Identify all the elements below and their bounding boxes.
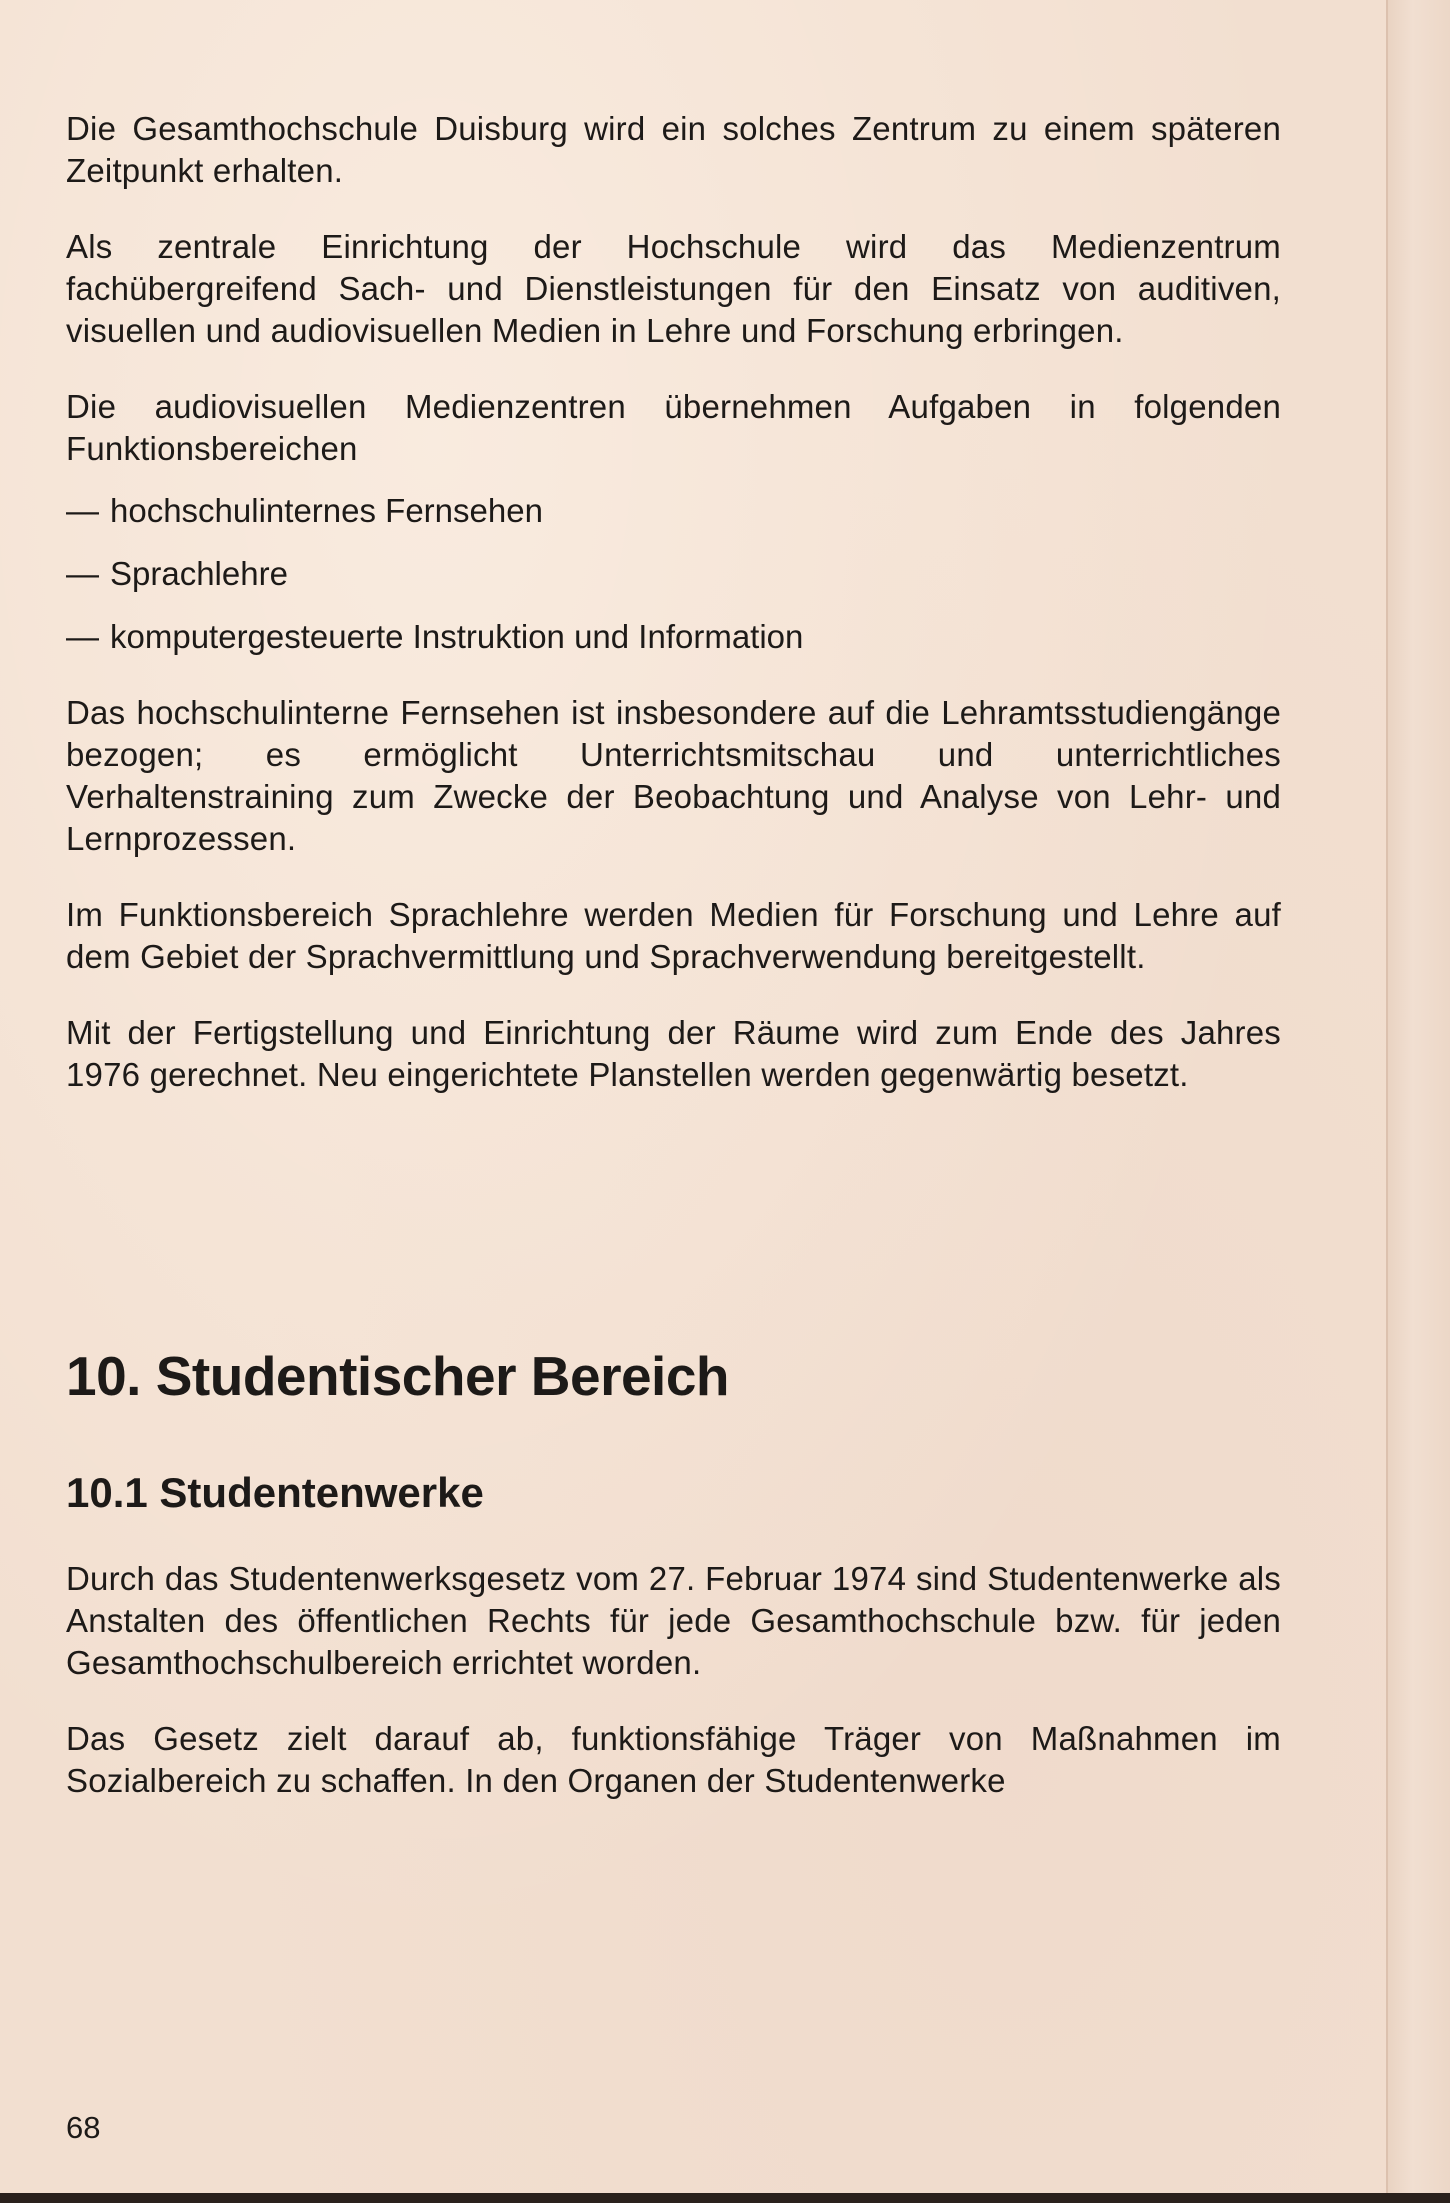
list-item [66, 490, 1281, 532]
page-bottom-edge [0, 2193, 1450, 2203]
list-item-label: komputergesteuerte Instruktion und Information [110, 618, 804, 655]
paragraph-medienzentrum: Als zentrale Einrichtung der Hochschule wird das Medienzentrum fachübergreifend Sach- und Dienstleistungen für den Einsatz von auditiven, visuellen und audiovisuellen Medien in Lehre und Forschung erbringen. [66, 228, 1281, 349]
list-item [66, 553, 1281, 595]
dash-marker: — [66, 555, 99, 592]
subsection-heading: 10.1 Studentenwerke [66, 1469, 484, 1516]
paragraph-studentenwerksgesetz: Durch das Studentenwerksgesetz vom 27. Februar 1974 sind Studentenwerke als Anstalten des öffentlichen Rechts für jede Gesamthochschule bzw. für jeden Gesamthochschulbereich errichtet worden. [66, 1560, 1281, 1681]
paragraph-fertigstellung: Mit der Fertigstellung und Einrichtung der Räume wird zum Ende des Jahres 1976 gerechnet. Neu eingerichtete Planstellen werden gegenwärtig besetzt. [66, 1014, 1281, 1093]
dash-marker: — [66, 618, 99, 655]
list-item-label: Sprachlehre [110, 555, 288, 592]
list-item-label: hochschulinternes Fernsehen [110, 492, 543, 529]
paragraph-gesetz-ziel: Das Gesetz zielt darauf ab, funktionsfähige Träger von Maßnahmen im Sozialbereich zu schaffen. In den Organen der Studentenwerke [66, 1720, 1281, 1799]
page-content [66, 108, 1281, 1836]
page-number: 68 [66, 2110, 101, 2145]
paragraph-funktionsbereiche: Die audiovisuellen Medienzentren übernehmen Aufgaben in folgenden Funktionsbereichen [66, 388, 1281, 467]
page-binding-edge [1386, 0, 1450, 2203]
paragraph-duisburg: Die Gesamthochschule Duisburg wird ein solches Zentrum zu einem späteren Zeitpunkt erhalten. [66, 110, 1281, 189]
dash-marker: — [66, 492, 99, 529]
section-heading: 10. Studentischer Bereich [66, 1345, 730, 1407]
paragraph-sprachlehre: Im Funktionsbereich Sprachlehre werden Medien für Forschung und Lehre auf dem Gebiet der Sprachvermittlung und Sprachverwendung bereitgestellt. [66, 896, 1281, 975]
function-list [66, 490, 1281, 658]
paragraph-fernsehen: Das hochschulinterne Fernsehen ist insbesondere auf die Lehramtsstudiengänge bezogen; es ermöglicht Unterrichtsmitschau und unterrichtliches Verhaltenstraining zum Zwecke der Beobachtung und Analyse von Lehr- und Lernprozessen. [66, 694, 1281, 857]
list-item [66, 616, 1281, 658]
